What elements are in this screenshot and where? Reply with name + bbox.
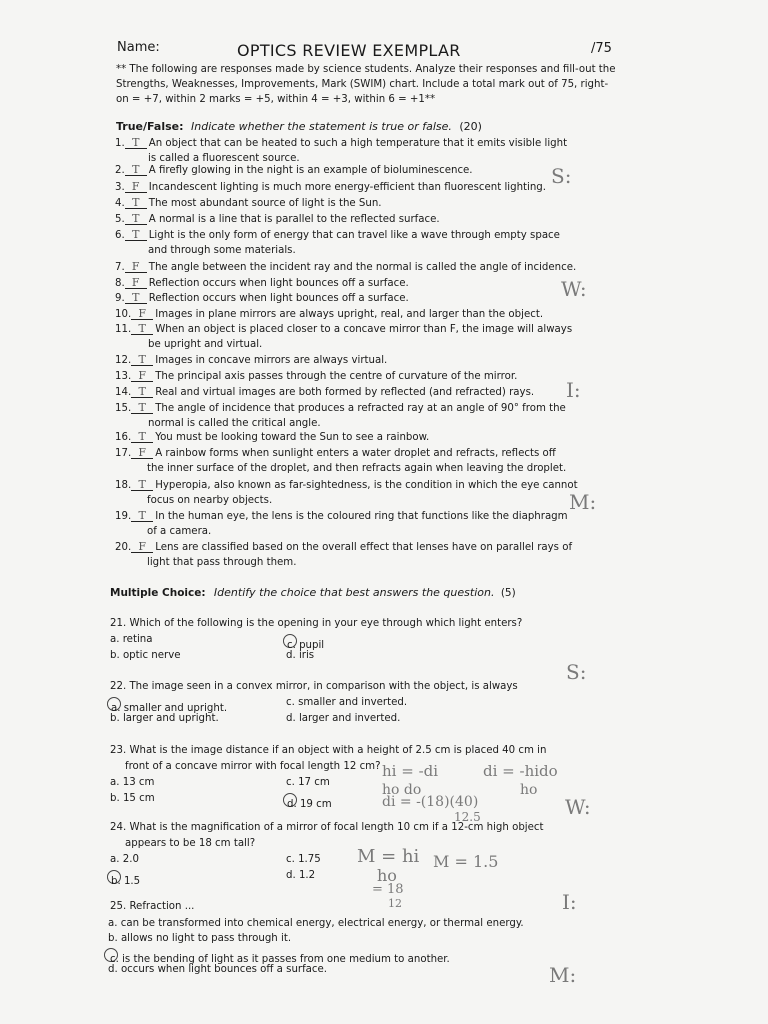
mc-option-text: c. pupil [287,640,325,651]
tf-item-number: 5. [115,214,125,225]
mc-option-b[interactable] [110,713,219,724]
tf-answer-blank[interactable]: T [125,197,147,209]
mc-option-text: c. 1.75 [286,854,321,865]
mc-option-text: a. 2.0 [110,854,139,865]
mc-option-b[interactable] [110,793,155,804]
tf-item [115,181,546,193]
tf-item-number: 8. [115,278,125,289]
tf-item-number: 11. [115,324,132,335]
tf-item-number: 9. [115,293,125,304]
tf-answer-blank[interactable]: T [131,354,153,366]
tf-item-text: A firefly glowing in the night is an example of bioluminescence. [148,165,473,176]
tf-answer-blank[interactable]: F [125,277,147,289]
tf-item-text-cont: the inner surface of the droplet, and then refracts again when leaving the droplet. [147,463,567,474]
handwritten-work: M = 1.5 [433,852,499,871]
mc-option-text: d. iris [286,650,315,661]
tf-item-text: The most abundant source of light is the Sun. [148,198,382,209]
tf-item-text: Hyperopia, also known as far-sightedness, is the condition in which the eye cannot [155,480,578,491]
mc-option-text: d. 1.2 [286,870,316,881]
tf-item-text-cont: is called a fluorescent source. [148,153,300,164]
mc-question: appears to be 18 cm tall? [125,838,256,849]
margin-note-s: S: [566,660,587,684]
tf-item [115,370,517,382]
mc-title: Multiple Choice: [110,587,206,599]
margin-note-m: M: [549,963,577,987]
tf-item [115,323,572,335]
tf-item-number: 1. [115,138,125,149]
tf-item-text: Light is the only form of energy that can travel like a wave through empty space [148,230,560,241]
tf-item-number: 15. [115,403,132,414]
mc-option-d[interactable] [286,870,315,881]
q25-option-b: b. allows no light to pass through it. [108,933,292,944]
tf-item-text-cont: of a camera. [147,526,212,537]
tf-item-text: The angle of incidence that produces a refracted ray at an angle of 90° from the [155,403,566,414]
total-score: /75 [591,41,612,56]
tf-item [115,479,578,491]
truefalse-points: (20) [459,120,482,133]
instruction-line: on = +7, within 2 marks = +5, within 4 = +3, within 6 = +1** [116,94,436,105]
tf-item-text: You must be looking toward the Sun to see a rainbow. [155,432,430,443]
truefalse-instruction: Indicate whether the statement is true or false. [191,120,452,133]
mc-heading [110,586,516,599]
tf-item [115,137,567,149]
tf-item [115,164,473,176]
margin-note-w: W: [565,795,591,819]
margin-note-i: I: [562,890,577,914]
mc-option-d[interactable] [286,713,400,724]
mc-option-text: a. retina [110,634,153,645]
tf-item-number: 13. [115,371,132,382]
tf-item-number: 12. [115,355,132,366]
tf-item [115,447,556,459]
tf-answer-blank[interactable]: T [131,431,153,443]
tf-answer-blank[interactable]: T [125,229,147,241]
tf-answer-blank[interactable]: T [131,510,153,522]
truefalse-heading [116,120,482,133]
mc-question: 24. What is the magnification of a mirror of focal length 10 cm if a 12-cm high object [110,822,544,833]
tf-item [115,541,572,553]
tf-item [115,292,409,304]
mc-points: (5) [500,587,516,599]
tf-answer-blank[interactable]: F [131,370,153,382]
tf-answer-blank[interactable]: T [125,164,147,176]
tf-item-text: An object that can be heated to such a high temperature that it emits visible light [148,138,568,149]
tf-answer-blank[interactable]: F [131,447,153,459]
tf-item-number: 18. [115,480,132,491]
handwritten-work: di = -hido [483,762,558,780]
tf-item-text: Real and virtual images are both formed by reflected (and refracted) rays. [155,387,535,398]
handwritten-work: ho [520,782,538,798]
tf-item [115,277,409,289]
tf-item-text: Incandescent lighting is much more energy-efficient than fluorescent lighting. [148,182,547,193]
mc-option-c[interactable] [286,697,407,708]
mc-option-text: d. larger and inverted. [286,713,401,724]
tf-item-text-cont: light that pass through them. [147,557,297,568]
mc-option-text: b. 1.5 [111,876,141,887]
tf-item-text: Lens are classified based on the overall effect that lenses have on parallel rays of [155,542,573,553]
mc-option-b[interactable] [110,870,140,887]
tf-item-text: The principal axis passes through the centre of curvature of the mirror. [155,371,518,382]
tf-item-text: Reflection occurs when light bounces off a surface. [148,293,409,304]
margin-note-m: M: [569,490,597,514]
mc-question: 22. The image seen in a convex mirror, in comparison with the object, is always [110,681,518,692]
handwritten-work: hi = -di [382,762,439,780]
mc-option-a[interactable] [110,697,227,714]
q25-option-a: a. can be transformed into chemical energy, electrical energy, or thermal energy. [108,918,524,929]
tf-item [115,261,576,273]
mc-option-a[interactable] [110,634,152,645]
tf-answer-blank[interactable]: T [131,479,153,491]
q25-option-c-text: c. is the bending of light as it passes from one medium to another. [110,954,450,965]
tf-item-text: Images in concave mirrors are always virtual. [155,355,388,366]
mc-option-d[interactable] [286,793,332,810]
mc-option-c[interactable] [286,777,330,788]
q25-option-c [104,948,450,965]
mc-option-c[interactable] [286,634,324,651]
tf-answer-blank[interactable]: F [125,261,147,273]
mc-option-text: b. 15 cm [110,793,155,804]
mc-option-a[interactable] [110,777,154,788]
tf-answer-blank[interactable]: F [131,541,153,553]
truefalse-title: True/False: [116,120,184,133]
mc-instruction: Identify the choice that best answers the question. [213,586,495,599]
tf-item-text: Images in plane mirrors are always upright, real, and larger than the object. [155,309,544,320]
tf-item [115,386,534,398]
tf-item [115,197,382,209]
mc-option-text: a. 13 cm [110,777,155,788]
mc-option-c[interactable] [286,854,321,865]
tf-answer-blank[interactable]: F [125,181,147,193]
handwritten-work: ho [377,866,397,885]
mc-option-a[interactable] [110,854,139,865]
tf-item [115,229,560,241]
tf-item [115,213,440,225]
margin-note-i: I: [566,378,581,402]
tf-item [115,354,387,366]
tf-item-text: In the human eye, the lens is the coloured ring that functions like the diaphragm [155,511,568,522]
tf-item-text: When an object is placed closer to a concave mirror than F, the image will always [155,324,573,335]
q25-option-d: d. occurs when light bounces off a surface. [108,964,328,975]
tf-answer-blank[interactable]: T [131,323,153,335]
tf-item-text-cont: normal is called the critical angle. [148,418,321,429]
tf-item [115,431,429,443]
tf-item-text: A normal is a line that is parallel to the reflected surface. [148,214,440,225]
mc-option-text: c. 17 cm [286,777,330,788]
mc-option-text: a. smaller and upright. [111,703,228,714]
instruction-line: ** The following are responses made by science students. Analyze their responses and fill-out the [116,64,616,75]
tf-item-number: 16. [115,432,132,443]
tf-item-text-cont: and through some materials. [148,245,296,256]
tf-item-number: 4. [115,198,125,209]
tf-item-number: 6. [115,230,125,241]
handwritten-work: 12.5 [454,810,481,824]
margin-note-w: W: [561,277,587,301]
tf-item-number: 10. [115,309,132,320]
mc-option-text: d. 19 cm [287,799,332,810]
tf-item-number: 7. [115,262,125,273]
tf-item-text: The angle between the incident ray and the normal is called the angle of incidence. [148,262,577,273]
tf-answer-blank[interactable]: T [131,386,153,398]
handwritten-work: M = hi [357,846,420,867]
tf-answer-blank[interactable]: T [125,137,147,149]
handwritten-work: ho do [382,782,422,798]
mc-option-text: b. optic nerve [110,650,181,661]
mc-option-text: c. smaller and inverted. [286,697,408,708]
tf-item [115,510,568,522]
mc-option-b[interactable] [110,650,181,661]
mc-question: 21. Which of the following is the opening in your eye through which light enters? [110,618,523,629]
handwritten-work: 12 [388,897,402,910]
page-title: OPTICS REVIEW EXEMPLAR [237,41,461,60]
tf-item [115,402,566,414]
tf-item-number: 2. [115,165,125,176]
tf-answer-blank[interactable]: F [131,308,153,320]
tf-item-text-cont: be upright and virtual. [148,339,263,350]
handwritten-work: di = -(18)(40) [382,794,479,810]
margin-note-s: S: [551,164,572,188]
instruction-line: Strengths, Weaknesses, Improvements, Mark (SWIM) chart. Include a total mark out of 75, right- [116,79,609,90]
q25-question: 25. Refraction ... [110,901,195,912]
mc-question: front of a concave mirror with focal length 12 cm? [125,761,381,772]
tf-item-number: 17. [115,448,132,459]
tf-item-number: 19. [115,511,132,522]
handwritten-work: = 18 [372,882,404,897]
tf-item-text: Reflection occurs when light bounces off a surface. [148,278,409,289]
tf-item [115,308,543,320]
mc-option-d[interactable] [286,650,314,661]
mc-option-text: b. larger and upright. [110,713,219,724]
tf-item-number: 3. [115,182,125,193]
tf-answer-blank[interactable]: T [125,292,147,304]
mc-question: 23. What is the image distance if an object with a height of 2.5 cm is placed 40 cm in [110,745,547,756]
tf-answer-blank[interactable]: T [131,402,153,414]
tf-item-number: 14. [115,387,132,398]
tf-item-text: A rainbow forms when sunlight enters a water droplet and refracts, reflects off [155,448,556,459]
name-label: Name: [117,40,160,55]
tf-item-number: 20. [115,542,132,553]
tf-answer-blank[interactable]: T [125,213,147,225]
tf-item-text-cont: focus on nearby objects. [147,495,273,506]
